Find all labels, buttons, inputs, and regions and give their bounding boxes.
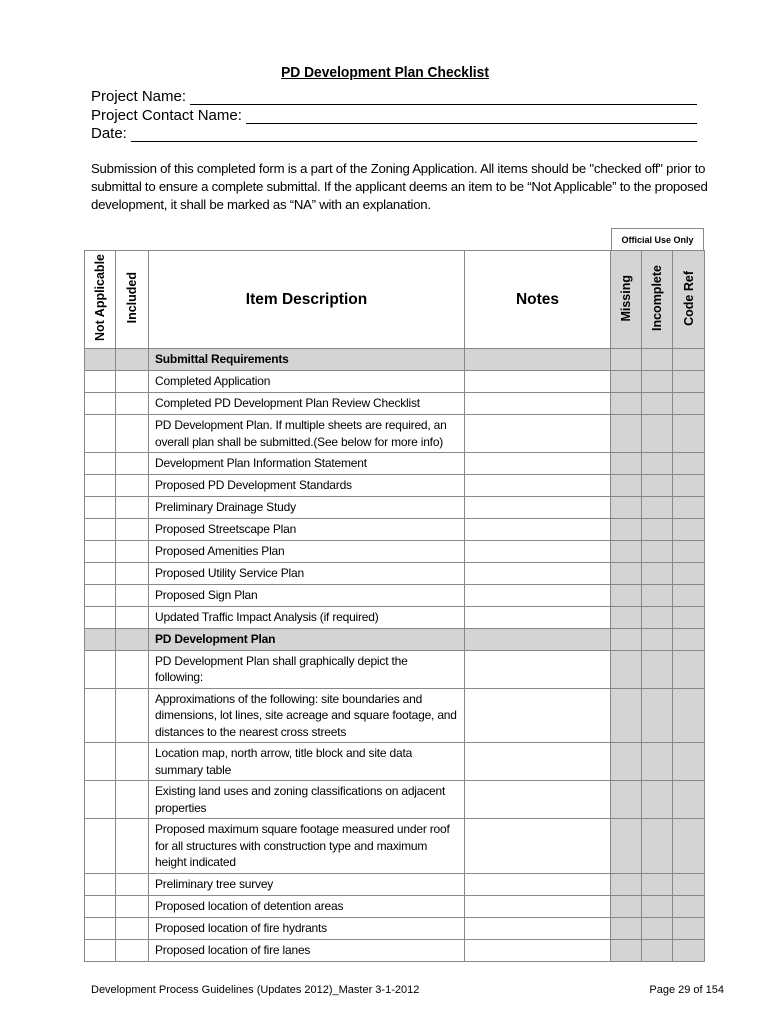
included-checkbox[interactable] (116, 895, 149, 917)
not-applicable-checkbox[interactable] (85, 371, 116, 393)
not-applicable-checkbox[interactable] (85, 650, 116, 688)
incomplete-cell (642, 415, 673, 453)
project-contact-line[interactable] (246, 108, 697, 124)
code-ref-cell (673, 585, 705, 607)
not-applicable-checkbox[interactable] (85, 541, 116, 563)
notes-cell[interactable] (465, 895, 611, 917)
incomplete-cell (642, 917, 673, 939)
missing-cell (611, 563, 642, 585)
item-description: Completed PD Development Plan Review Checklist (149, 393, 465, 415)
missing-cell (611, 393, 642, 415)
item-description: Completed Application (149, 371, 465, 393)
table-row (85, 585, 705, 607)
included-checkbox[interactable] (116, 585, 149, 607)
incomplete-cell (642, 497, 673, 519)
table-row (85, 781, 705, 819)
not-applicable-checkbox[interactable] (85, 819, 116, 874)
missing-cell (611, 519, 642, 541)
item-description-header: Item Description (149, 251, 465, 349)
included-checkbox[interactable] (116, 688, 149, 743)
item-description: Proposed PD Development Standards (149, 475, 465, 497)
table-row (85, 497, 705, 519)
item-description: Proposed Utility Service Plan (149, 563, 465, 585)
missing-cell (611, 895, 642, 917)
notes-cell[interactable] (465, 475, 611, 497)
included-checkbox[interactable] (116, 939, 149, 961)
notes-cell[interactable] (465, 629, 611, 651)
incomplete-cell (642, 607, 673, 629)
table-row (85, 939, 705, 961)
code-ref-cell (673, 781, 705, 819)
code-ref-cell (673, 519, 705, 541)
included-checkbox[interactable] (116, 650, 149, 688)
included-checkbox[interactable] (116, 563, 149, 585)
missing-cell (611, 349, 642, 371)
code-ref-cell (673, 371, 705, 393)
not-applicable-checkbox[interactable] (85, 607, 116, 629)
incomplete-cell (642, 541, 673, 563)
not-applicable-checkbox[interactable] (85, 585, 116, 607)
code-ref-cell (673, 688, 705, 743)
incomplete-cell (642, 895, 673, 917)
included-checkbox[interactable] (116, 819, 149, 874)
item-description: Development Plan Information Statement (149, 453, 465, 475)
project-contact-label: Project Contact Name: (91, 107, 242, 124)
notes-cell[interactable] (465, 650, 611, 688)
item-description: Proposed Sign Plan (149, 585, 465, 607)
missing-cell (611, 497, 642, 519)
incomplete-cell (642, 873, 673, 895)
code-ref-cell (673, 475, 705, 497)
table-row (85, 917, 705, 939)
notes-cell[interactable] (465, 541, 611, 563)
section-row (85, 349, 705, 371)
incomplete-cell (642, 939, 673, 961)
footer-page-number: Page 29 of 154 (649, 984, 724, 996)
not-applicable-checkbox[interactable] (85, 497, 116, 519)
table-row (85, 371, 705, 393)
incomplete-cell (642, 650, 673, 688)
included-checkbox[interactable] (116, 371, 149, 393)
code-ref-cell (673, 497, 705, 519)
missing-cell (611, 743, 642, 781)
missing-cell (611, 688, 642, 743)
header-row (85, 251, 705, 349)
missing-cell (611, 939, 642, 961)
code-ref-cell (673, 393, 705, 415)
code-ref-header: Code Ref (673, 251, 705, 349)
not-applicable-checkbox[interactable] (85, 917, 116, 939)
item-description: Proposed location of detention areas (149, 895, 465, 917)
included-checkbox[interactable] (116, 743, 149, 781)
missing-cell (611, 781, 642, 819)
not-applicable-checkbox[interactable] (85, 475, 116, 497)
included-checkbox[interactable] (116, 781, 149, 819)
included-checkbox[interactable] (116, 453, 149, 475)
notes-header: Notes (465, 251, 611, 349)
not-applicable-checkbox[interactable] (85, 453, 116, 475)
item-description: Submittal Requirements (149, 349, 465, 371)
item-description: Existing land uses and zoning classifications on adjacent properties (149, 781, 465, 819)
notes-cell[interactable] (465, 688, 611, 743)
incomplete-cell (642, 743, 673, 781)
incomplete-cell (642, 563, 673, 585)
missing-cell (611, 371, 642, 393)
included-checkbox[interactable] (116, 873, 149, 895)
page-title: PD Development Plan Checklist (281, 64, 489, 81)
missing-cell (611, 475, 642, 497)
item-description: Proposed Amenities Plan (149, 541, 465, 563)
not-applicable-checkbox[interactable] (85, 743, 116, 781)
not-applicable-checkbox[interactable] (85, 781, 116, 819)
incomplete-cell (642, 475, 673, 497)
not-applicable-header: Not Applicable (85, 251, 116, 349)
project-contact-field[interactable] (91, 105, 697, 124)
code-ref-cell (673, 349, 705, 371)
code-ref-cell (673, 895, 705, 917)
incomplete-cell (642, 393, 673, 415)
item-description: Updated Traffic Impact Analysis (if required) (149, 607, 465, 629)
table-row (85, 650, 705, 688)
notes-cell[interactable] (465, 819, 611, 874)
code-ref-cell (673, 939, 705, 961)
missing-cell (611, 453, 642, 475)
item-description: Proposed location of fire lanes (149, 939, 465, 961)
table-row (85, 607, 705, 629)
date-line[interactable] (131, 126, 697, 142)
not-applicable-checkbox[interactable] (85, 873, 116, 895)
notes-cell[interactable] (465, 873, 611, 895)
official-use-label: Official Use Only (611, 228, 704, 250)
project-name-field[interactable] (91, 86, 697, 105)
not-applicable-checkbox[interactable] (85, 393, 116, 415)
included-checkbox[interactable] (116, 917, 149, 939)
code-ref-cell (673, 563, 705, 585)
included-checkbox[interactable] (116, 541, 149, 563)
item-description: PD Development Plan shall graphically depict the following: (149, 650, 465, 688)
notes-cell[interactable] (465, 497, 611, 519)
notes-cell[interactable] (465, 917, 611, 939)
item-description: PD Development Plan. If multiple sheets are required, an overall plan shall be submitted.(See below for more info) (149, 415, 465, 453)
incomplete-cell (642, 371, 673, 393)
table-row (85, 688, 705, 743)
code-ref-cell (673, 629, 705, 651)
not-applicable-checkbox[interactable] (85, 895, 116, 917)
included-checkbox[interactable] (116, 349, 149, 371)
incomplete-header: Incomplete (642, 251, 673, 349)
notes-cell[interactable] (465, 939, 611, 961)
code-ref-cell (673, 650, 705, 688)
incomplete-cell (642, 781, 673, 819)
incomplete-cell (642, 519, 673, 541)
incomplete-cell (642, 629, 673, 651)
included-checkbox[interactable] (116, 497, 149, 519)
table-row (85, 475, 705, 497)
missing-cell (611, 541, 642, 563)
code-ref-cell (673, 607, 705, 629)
intro-paragraph: Submission of this completed form is a part of the Zoning Application. All items should be "checked off" prior to submittal to ensure a complete submittal. If the applicant deems an item to be “Not Applicable” to the proposed development, it shall be marked as “NA” with an explanation. (91, 161, 708, 212)
missing-cell (611, 415, 642, 453)
code-ref-cell (673, 917, 705, 939)
table-row (85, 393, 705, 415)
section-row (85, 629, 705, 651)
included-checkbox[interactable] (116, 607, 149, 629)
date-label: Date: (91, 125, 127, 142)
item-description: Approximations of the following: site boundaries and dimensions, lot lines, site acreage and square footage, and distances to the nearest cross streets (149, 688, 465, 743)
not-applicable-checkbox[interactable] (85, 688, 116, 743)
table-row (85, 873, 705, 895)
table-row (85, 541, 705, 563)
code-ref-cell (673, 743, 705, 781)
notes-cell[interactable] (465, 519, 611, 541)
table-row (85, 415, 705, 453)
date-field[interactable] (91, 123, 697, 142)
notes-cell[interactable] (465, 415, 611, 453)
missing-cell (611, 629, 642, 651)
code-ref-cell (673, 819, 705, 874)
notes-cell[interactable] (465, 453, 611, 475)
not-applicable-checkbox[interactable] (85, 563, 116, 585)
checklist-table (84, 250, 705, 962)
notes-cell[interactable] (465, 563, 611, 585)
incomplete-cell (642, 585, 673, 607)
table-row (85, 519, 705, 541)
code-ref-cell (673, 541, 705, 563)
code-ref-cell (673, 415, 705, 453)
included-checkbox[interactable] (116, 519, 149, 541)
not-applicable-checkbox[interactable] (85, 349, 116, 371)
code-ref-cell (673, 873, 705, 895)
missing-cell (611, 873, 642, 895)
included-checkbox[interactable] (116, 475, 149, 497)
incomplete-cell (642, 819, 673, 874)
notes-cell[interactable] (465, 393, 611, 415)
included-header: Included (116, 251, 149, 349)
missing-cell (611, 650, 642, 688)
included-checkbox[interactable] (116, 393, 149, 415)
item-description: Proposed location of fire hydrants (149, 917, 465, 939)
incomplete-cell (642, 688, 673, 743)
notes-cell[interactable] (465, 607, 611, 629)
table-row (85, 453, 705, 475)
item-description: Location map, north arrow, title block and site data summary table (149, 743, 465, 781)
incomplete-cell (642, 349, 673, 371)
item-description: Preliminary Drainage Study (149, 497, 465, 519)
item-description: Proposed maximum square footage measured under roof for all structures with construction type and maximum height indicated (149, 819, 465, 874)
incomplete-cell (642, 453, 673, 475)
project-name-label: Project Name: (91, 88, 187, 105)
not-applicable-checkbox[interactable] (85, 939, 116, 961)
table-row (85, 743, 705, 781)
not-applicable-checkbox[interactable] (85, 629, 116, 651)
missing-cell (611, 607, 642, 629)
item-description: Proposed Streetscape Plan (149, 519, 465, 541)
not-applicable-checkbox[interactable] (85, 415, 116, 453)
not-applicable-checkbox[interactable] (85, 519, 116, 541)
table-row (85, 563, 705, 585)
included-checkbox[interactable] (116, 415, 149, 453)
table-row (85, 819, 705, 874)
footer-left: Development Process Guidelines (Updates 2012)_Master 3-1-2012 (91, 984, 420, 996)
missing-cell (611, 585, 642, 607)
missing-header: Missing (611, 251, 642, 349)
included-checkbox[interactable] (116, 629, 149, 651)
notes-cell[interactable] (465, 781, 611, 819)
item-description: PD Development Plan (149, 629, 465, 651)
notes-cell[interactable] (465, 349, 611, 371)
notes-cell[interactable] (465, 371, 611, 393)
notes-cell[interactable] (465, 585, 611, 607)
notes-cell[interactable] (465, 743, 611, 781)
table-row (85, 895, 705, 917)
missing-cell (611, 819, 642, 874)
code-ref-cell (673, 453, 705, 475)
item-description: Preliminary tree survey (149, 873, 465, 895)
project-name-line[interactable] (190, 89, 697, 105)
missing-cell (611, 917, 642, 939)
